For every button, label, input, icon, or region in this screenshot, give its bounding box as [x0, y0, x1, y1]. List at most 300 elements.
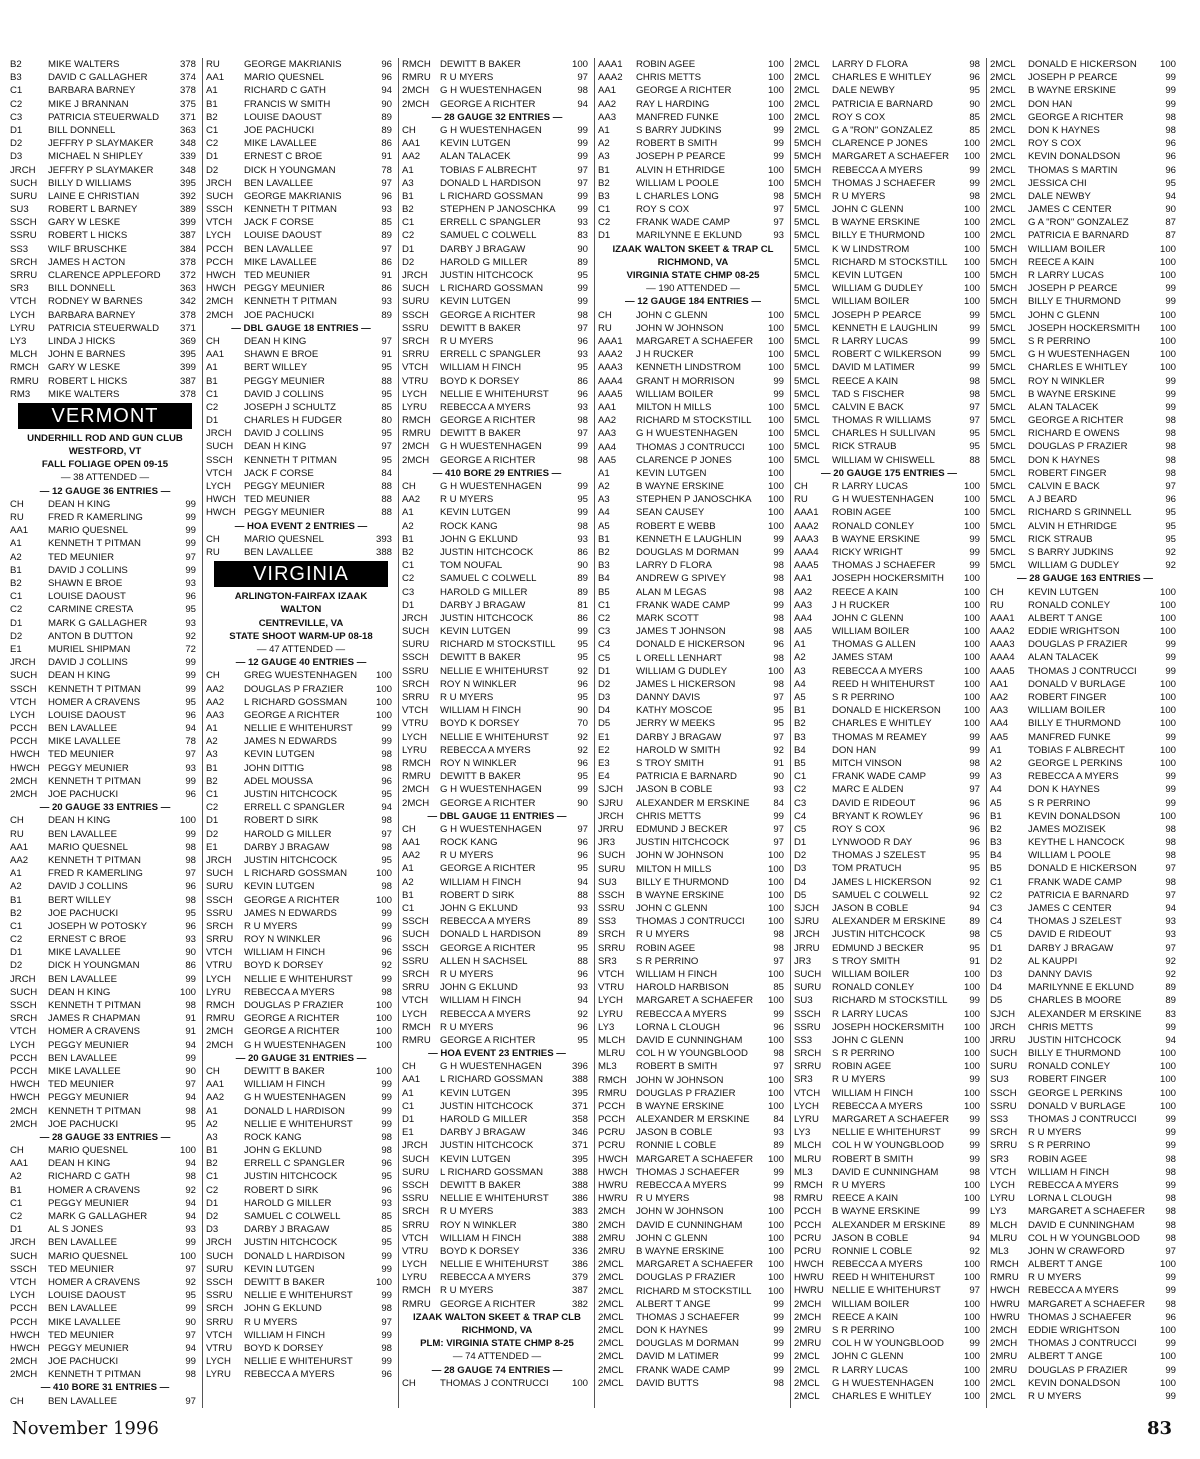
result-row: [206, 1118, 396, 1131]
result-row: [10, 656, 200, 669]
shooter-name: DAVID C GALLAGHER: [48, 72, 148, 84]
score: 90: [1165, 204, 1176, 216]
shooter-name: DEWITT B BAKER: [440, 1179, 521, 1191]
class-code: RU: [206, 546, 220, 558]
shooter-name: JOE PACHUCKI: [48, 907, 119, 919]
shooter-name: DAVID M LATIMER: [636, 1351, 719, 1363]
class-code: C1: [402, 903, 415, 914]
class-code: E1: [598, 731, 610, 743]
result-row: [10, 1395, 200, 1408]
class-code: A1: [598, 124, 610, 136]
result-row: [794, 1047, 984, 1060]
gauge-separator: — DBL GAUGE 11 ENTRIES —: [427, 810, 567, 822]
result-row: [10, 709, 200, 722]
class-code: AAA1: [598, 59, 623, 70]
class-code: CH: [206, 1065, 220, 1077]
class-code: AAA2: [598, 72, 623, 84]
result-row: [794, 862, 984, 875]
score: 98: [185, 1000, 196, 1011]
result-row: [598, 427, 788, 440]
event-header: FALL FOLIAGE OPEN 09-15: [41, 459, 169, 471]
score: 95: [381, 428, 392, 440]
score: 100: [963, 982, 980, 994]
class-code: C2: [990, 889, 1003, 901]
class-code: 2MCL: [794, 85, 820, 97]
shooter-name: MARK SCOTT: [636, 612, 699, 624]
shooter-name: PEGGY MEUNIER: [48, 762, 129, 774]
score: 100: [375, 696, 392, 708]
score: 100: [1159, 810, 1176, 822]
shooter-name: THOMAS J SCHAEFER: [1028, 1311, 1132, 1323]
class-code: SRRU: [402, 982, 430, 994]
class-code: D5: [990, 995, 1003, 1007]
score: 95: [381, 789, 392, 801]
result-row: [990, 915, 1180, 928]
result-row: [598, 876, 788, 889]
score: 100: [1159, 757, 1176, 769]
shooter-name: LORNA L CLOUGH: [636, 1021, 720, 1033]
class-code: 2MCH: [206, 296, 234, 308]
shooter-name: JERRY W MEEKS: [636, 718, 716, 730]
shooter-name: COL H W YOUNGBLOOD: [832, 1338, 944, 1350]
score: 95: [1165, 507, 1176, 519]
score: 100: [963, 599, 980, 611]
score: 88: [381, 481, 392, 492]
score: 98: [969, 929, 980, 941]
result-row: [10, 669, 200, 682]
class-code: PCCH: [206, 243, 234, 255]
shooter-name: JUSTIN HITCHCOCK: [244, 854, 338, 866]
score: 89: [1165, 995, 1176, 1007]
shooter-name: LOUISE DAOUST: [244, 230, 322, 242]
shooter-name: BEN LAVALLEE: [48, 973, 117, 985]
result-row: [206, 124, 396, 137]
class-code: SUCH: [10, 1250, 38, 1262]
result-row: [598, 164, 788, 177]
result-row: [402, 994, 592, 1007]
result-row: [794, 71, 984, 84]
score: 97: [577, 72, 588, 84]
column-rule: [202, 58, 203, 1408]
result-row: [794, 678, 984, 691]
shooter-name: MURIEL SHIPMAN: [48, 643, 131, 655]
shooter-name: MILTON H MILLS: [636, 863, 712, 875]
shooter-name: GEORGE A RICHTER: [636, 85, 732, 97]
shooter-name: TOBIAS F ALBRECHT: [1028, 744, 1125, 756]
shooter-name: DARBY J BRAGAW: [636, 731, 722, 743]
shooter-name: G H WUESTENHAGEN: [440, 1061, 542, 1073]
class-code: CH: [206, 533, 220, 545]
shooter-name: ALVIN H ETHRIDGE: [1028, 520, 1117, 532]
result-row: [206, 190, 396, 203]
class-code: A2: [206, 736, 218, 748]
class-code: 5MCL: [794, 375, 820, 387]
class-code: VTCH: [794, 1087, 821, 1099]
shooter-name: L CHARLES LONG: [636, 190, 719, 202]
result-row: [598, 744, 788, 757]
result-row: [990, 955, 1180, 968]
score: 95: [185, 696, 196, 708]
class-code: 2MCL: [598, 1364, 624, 1376]
shooter-name: JESSICA CHI: [1028, 177, 1087, 189]
score: 98: [773, 612, 784, 624]
class-code: RMRU: [402, 1298, 431, 1310]
result-row: [794, 1219, 984, 1232]
result-row: [794, 704, 984, 717]
shooter-name: DEAN H KING: [48, 1158, 111, 1170]
class-code: HWCH: [206, 270, 236, 281]
score: 100: [963, 1034, 980, 1046]
class-code: AA2: [402, 494, 421, 506]
result-row: [794, 928, 984, 941]
class-code: VTCH: [10, 1276, 37, 1288]
shooter-name: DEWITT B BAKER: [244, 1276, 325, 1288]
shooter-name: ALEXANDER M ERSKINE: [636, 797, 750, 809]
class-code: SSRU: [402, 955, 429, 967]
class-code: JRCH: [794, 929, 820, 941]
result-row: [598, 902, 788, 915]
score: 98: [773, 1377, 784, 1389]
shooter-name: GEORGE A RICHTER: [440, 942, 536, 954]
result-row: [794, 1166, 984, 1179]
score: 90: [185, 1065, 196, 1077]
score: 98: [1165, 124, 1176, 136]
class-code: 2MCL: [794, 98, 820, 110]
shooter-name: LORNA L CLOUGH: [1028, 1193, 1112, 1205]
class-code: 5MCH: [990, 256, 1018, 268]
result-row: [206, 440, 396, 453]
score: 99: [1165, 401, 1176, 413]
shooter-name: REBECCA A MYERS: [832, 1259, 923, 1271]
score: 91: [969, 955, 980, 967]
result-row: [990, 678, 1180, 691]
shooter-name: BEN LAVALLEE: [48, 1303, 117, 1315]
class-code: HWRU: [598, 1180, 628, 1191]
class-code: JRCH: [10, 164, 36, 176]
result-row: [10, 269, 200, 282]
shooter-name: WILLIAM BOILER: [832, 1298, 910, 1310]
result-row: [402, 480, 592, 493]
score: 100: [767, 1100, 784, 1112]
result-row: [794, 533, 984, 546]
class-code: SJCH: [990, 1008, 1016, 1020]
score: 100: [963, 1272, 980, 1284]
score: 99: [773, 599, 784, 611]
class-code: RU: [10, 828, 24, 840]
shooter-name: LOUISE DAOUST: [48, 709, 126, 721]
score: 99: [969, 560, 980, 572]
score: 96: [1165, 138, 1176, 150]
class-code: SU3: [794, 995, 813, 1007]
class-code: PCCH: [10, 1303, 38, 1315]
result-row: [206, 1263, 396, 1276]
class-code: SURU: [206, 881, 234, 893]
shooter-name: THOMAS J SZELEST: [832, 850, 926, 862]
score: 97: [577, 428, 588, 440]
class-code: E1: [206, 841, 218, 853]
score: 93: [1165, 929, 1176, 941]
result-row: [794, 111, 984, 124]
result-row: [10, 1144, 200, 1157]
result-row: [402, 1126, 592, 1139]
class-code: CH: [402, 124, 416, 136]
class-code: D1: [10, 947, 23, 959]
result-row: [402, 717, 592, 730]
shooter-name: STEPHEN P JANOSCHKA: [440, 204, 556, 216]
result-row: [598, 388, 788, 401]
result-row: [10, 1210, 200, 1223]
column-rule: [986, 58, 987, 1408]
shooter-name: BILL DONNELL: [48, 124, 116, 136]
score: 99: [185, 1303, 196, 1315]
score: 99: [381, 920, 392, 932]
result-row: [990, 375, 1180, 388]
result-row: [990, 546, 1180, 559]
class-code: C2: [206, 802, 219, 814]
class-code: A3: [990, 771, 1002, 783]
score: 100: [767, 850, 784, 862]
score: 94: [1165, 903, 1176, 914]
class-code: D3: [794, 863, 807, 875]
score: 100: [963, 1193, 980, 1205]
result-row: [206, 1302, 396, 1315]
result-row: [794, 955, 984, 968]
result-row: [598, 1139, 788, 1152]
score: 384: [179, 243, 196, 255]
score: 386: [571, 1193, 588, 1205]
shooter-name: TOM NOUFAL: [440, 560, 503, 572]
score: 99: [773, 375, 784, 387]
result-row: [402, 757, 592, 770]
shooter-name: B WAYNE ERSKINE: [832, 1206, 920, 1218]
score: 98: [969, 1166, 980, 1178]
score: 100: [963, 138, 980, 150]
class-code: A2: [598, 481, 610, 493]
class-code: 2MCL: [598, 1338, 624, 1350]
class-code: AA3: [598, 428, 617, 440]
score: 95: [185, 1290, 196, 1302]
result-row: [402, 1284, 592, 1297]
result-row: [10, 361, 200, 374]
result-row: [990, 691, 1180, 704]
class-code: AAA3: [598, 362, 623, 374]
score: 100: [767, 507, 784, 519]
result-row: [206, 669, 396, 682]
class-code: A2: [402, 520, 414, 532]
score: 100: [963, 1351, 980, 1363]
shooter-name: ALBERT T ANGE: [1028, 612, 1103, 624]
result-row: [990, 625, 1180, 638]
result-row: [206, 1276, 396, 1289]
score: 100: [1159, 1087, 1176, 1099]
shooter-name: JAMES L HICKERSON: [636, 678, 736, 690]
shooter-name: CLARENCE APPLEFORD: [48, 270, 161, 281]
score: 100: [767, 85, 784, 97]
class-code: C1: [206, 789, 219, 801]
score: 94: [969, 1232, 980, 1244]
class-code: RMRU: [402, 428, 431, 440]
result-row: [598, 348, 788, 361]
class-code: 5MCL: [990, 415, 1016, 427]
shooter-name: DONALD E HICKERSON: [1028, 863, 1137, 875]
class-code: SSCH: [206, 1276, 233, 1288]
class-code: C1: [990, 876, 1003, 888]
shooter-name: K W LINDSTROM: [832, 243, 910, 255]
class-code: SR3: [598, 955, 617, 967]
class-code: SU3: [598, 876, 617, 888]
shooter-name: JOSEPH P PEARCE: [1028, 72, 1118, 84]
result-row: [794, 309, 984, 322]
score: 97: [577, 322, 588, 334]
score: 85: [969, 111, 980, 123]
score: 100: [767, 1206, 784, 1218]
class-code: AA1: [598, 85, 617, 97]
score: 100: [963, 1100, 980, 1112]
score: 88: [577, 889, 588, 901]
score: 99: [969, 1206, 980, 1218]
result-row: [10, 946, 200, 959]
result-row: [990, 282, 1180, 295]
shooter-name: DOUGLAS M DORMAN: [636, 547, 739, 558]
result-row: [10, 335, 200, 348]
score: 85: [969, 124, 980, 136]
score: 95: [1165, 177, 1176, 189]
class-code: LYRU: [402, 1272, 427, 1284]
result-row: [206, 401, 396, 414]
class-code: C3: [402, 586, 415, 598]
score: 96: [773, 1021, 784, 1033]
score: 95: [969, 85, 980, 97]
score: 96: [381, 72, 392, 84]
class-code: 5MCH: [794, 164, 822, 176]
score: 96: [1165, 151, 1176, 163]
class-code: C2: [206, 138, 219, 150]
class-code: SSRU: [794, 1021, 821, 1033]
score: 100: [963, 204, 980, 216]
result-row: [402, 1021, 592, 1034]
shooter-name: BOYD K DORSEY: [244, 1342, 324, 1354]
class-code: RMCH: [794, 1179, 823, 1191]
result-row: [794, 1192, 984, 1205]
gauge-separator: — DBL GAUGE 18 ENTRIES —: [231, 322, 371, 334]
shooter-name: SEAN CAUSEY: [636, 507, 705, 519]
result-row: [10, 216, 200, 229]
score: 99: [773, 1298, 784, 1310]
class-code: 2MCH: [10, 1356, 38, 1368]
score: 96: [1165, 494, 1176, 506]
class-code: LYCH: [206, 481, 231, 492]
shooter-name: DONALD V BURLAGE: [1028, 1100, 1126, 1112]
result-row: [598, 401, 788, 414]
result-row: [598, 1087, 788, 1100]
class-code: HWCH: [794, 1259, 824, 1271]
class-code: HWRU: [794, 1272, 824, 1284]
score: 97: [773, 204, 784, 216]
result-row: [598, 717, 788, 730]
class-code: E1: [10, 643, 22, 655]
score: 100: [767, 309, 784, 321]
shooter-name: RONNIE L COBLE: [832, 1245, 913, 1257]
score: 95: [577, 639, 588, 651]
class-code: AA2: [990, 692, 1009, 703]
result-row: [794, 388, 984, 401]
score: 98: [969, 375, 980, 387]
result-row: [598, 1034, 788, 1047]
score: 94: [185, 1211, 196, 1222]
shooter-name: MIKE J BRANNAN: [48, 98, 129, 110]
result-row: [402, 427, 592, 440]
shooter-name: KEVIN DONALDSON: [1028, 810, 1121, 822]
result-row: [598, 797, 788, 810]
result-row: [206, 150, 396, 163]
class-code: SURU: [206, 1263, 234, 1275]
shooter-name: JUSTIN HITCHCOCK: [1028, 1034, 1122, 1046]
class-code: C2: [10, 98, 23, 110]
shooter-name: RICHARD M STOCKSTILL: [440, 639, 556, 651]
score: 99: [773, 1364, 784, 1376]
result-row: [402, 203, 592, 216]
class-code: 2MCH: [402, 441, 430, 453]
class-code: PCCH: [10, 1052, 38, 1064]
class-code: SUCH: [598, 850, 626, 862]
shooter-name: WILLIAM BOILER: [832, 968, 910, 980]
class-code: B1: [794, 705, 806, 717]
score: 99: [1165, 85, 1176, 97]
result-row: [10, 1329, 200, 1342]
result-row: [598, 98, 788, 111]
score: 100: [767, 349, 784, 361]
class-code: LY3: [10, 335, 27, 347]
class-code: AAA5: [598, 388, 623, 400]
shooter-name: R LARRY LUCAS: [832, 1364, 908, 1376]
result-row: [794, 1179, 984, 1192]
result-row: [598, 836, 788, 849]
shooter-name: BRYANT K ROWLEY: [832, 810, 924, 822]
score: 99: [381, 1290, 392, 1302]
shooter-name: RICHARD M STOCKSTILL: [832, 256, 948, 268]
class-code: AA2: [206, 696, 225, 708]
attendance-line: — 190 ATTENDED —: [646, 283, 740, 295]
result-row: [10, 564, 200, 577]
score: 100: [1159, 362, 1176, 374]
shooter-name: DAVID E RIDEOUT: [1028, 929, 1112, 941]
class-code: 2MCL: [794, 1364, 820, 1376]
score: 94: [577, 876, 588, 888]
result-row: [990, 783, 1180, 796]
score: 399: [179, 217, 196, 229]
score: 100: [767, 1259, 784, 1271]
result-row: [10, 959, 200, 972]
result-row: [402, 546, 592, 559]
class-code: CH: [10, 815, 24, 827]
shooter-name: WILLIAM BOILER: [1028, 243, 1106, 255]
class-code: AA3: [206, 709, 225, 721]
shooter-name: DON HAN: [1028, 98, 1073, 110]
score: 100: [767, 111, 784, 123]
shooter-name: NELLIE E WHITEHURST: [440, 388, 549, 400]
result-row: [990, 98, 1180, 111]
shooter-name: ROBERT C WILKERSON: [832, 349, 942, 361]
result-row: [10, 164, 200, 177]
result-row: [990, 533, 1180, 546]
class-code: A5: [990, 797, 1002, 809]
class-code: D2: [402, 256, 415, 268]
class-code: 2MCL: [598, 1285, 624, 1297]
result-row: [794, 770, 984, 783]
shooter-name: ROBERT B SMITH: [636, 138, 718, 150]
shooter-name: PEGGY MEUNIER: [48, 1197, 129, 1209]
class-code: 2MCH: [402, 784, 430, 796]
